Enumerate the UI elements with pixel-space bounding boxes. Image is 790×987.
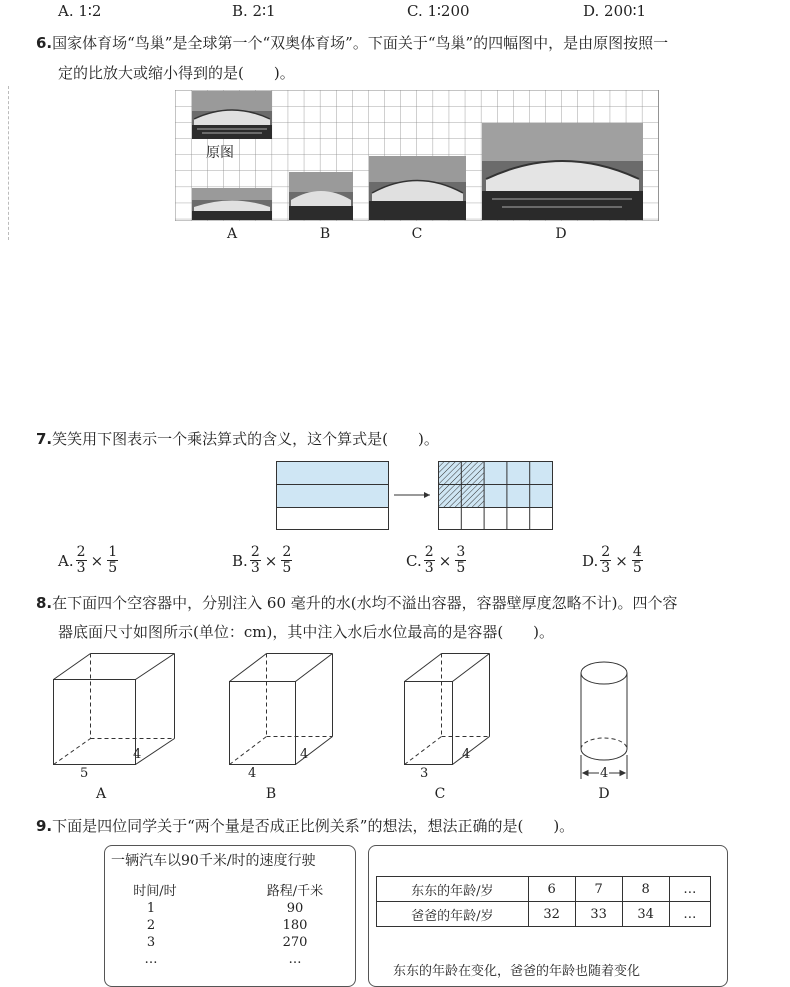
q7-option-c-letter: C. <box>406 551 422 570</box>
q7-option-a-letter: A. <box>58 551 74 570</box>
table-cell: 7 <box>575 877 622 902</box>
q6-question <box>36 34 668 52</box>
q7-diagram <box>272 458 562 534</box>
age-row-header: 爸爸的年龄/岁 <box>377 902 529 927</box>
car-card <box>104 845 356 987</box>
photo-b <box>289 172 353 220</box>
label-a: A <box>226 226 238 242</box>
q6-text-line2: 定的比放大或缩小得到的是( )。 <box>58 64 295 82</box>
times-sign: × <box>438 551 452 570</box>
container-a-width: 5 <box>80 766 89 781</box>
photo-c <box>369 156 466 220</box>
container-a-depth: 4 <box>133 747 142 762</box>
container-c-width: 3 <box>420 766 429 781</box>
table-cell: 33 <box>575 902 622 927</box>
container-b-width: 4 <box>248 766 257 781</box>
container-b <box>226 648 338 773</box>
q9-text: 下面是四位同学关于“两个量是否成正比例关系”的想法，想法正确的是( )。 <box>52 817 575 835</box>
frac-num: 2 <box>282 544 292 560</box>
q7-option-b <box>232 545 292 576</box>
frac-num: 4 <box>632 544 642 560</box>
container-c-label: C <box>434 786 446 802</box>
frac-den: 5 <box>456 560 466 576</box>
q7-option-d-frac1 <box>600 545 611 576</box>
frac-num: 2 <box>424 544 434 560</box>
frac-num: 2 <box>76 544 86 560</box>
q7-option-c-frac2 <box>455 545 466 576</box>
photo-d <box>482 123 643 220</box>
table-cell: 8 <box>622 877 669 902</box>
frac-den: 3 <box>76 560 86 576</box>
frac-num: 1 <box>108 544 118 560</box>
car-distance-cell: … <box>288 952 302 967</box>
table-cell: 6 <box>528 877 575 902</box>
q8-text-line2: 器底面尺寸如图所示(单位：cm)，其中注入水后水位最高的是容器( )。 <box>58 623 555 641</box>
q7-option-b-frac2 <box>281 545 292 576</box>
q8-number: 8. <box>36 594 53 612</box>
table-row <box>377 877 711 902</box>
q8-question <box>36 594 677 612</box>
age-card <box>368 845 728 987</box>
car-time-cell: … <box>144 952 158 967</box>
photo-a <box>192 188 272 220</box>
car-col-distance: 路程/千米 <box>266 884 324 899</box>
container-d-diameter: 4 <box>600 766 609 781</box>
original-label: 原图 <box>206 145 234 161</box>
q7-option-b-frac1 <box>250 545 261 576</box>
container-d-label: D <box>598 786 610 802</box>
car-distance-cell: 180 <box>282 918 308 933</box>
age-note: 东东的年龄在变化，爸爸的年龄也随着变化 <box>393 964 641 979</box>
label-b: B <box>319 226 331 242</box>
car-time-values <box>131 900 171 968</box>
container-c-depth: 4 <box>462 747 471 762</box>
q5-option-a: A. 1∶2 <box>58 2 102 20</box>
container-b-depth: 4 <box>300 747 309 762</box>
car-distance-cell: 90 <box>286 901 304 916</box>
frac-den: 3 <box>601 560 611 576</box>
frac-den: 3 <box>250 560 260 576</box>
q7-figure <box>272 458 562 538</box>
car-distance-values <box>273 900 317 968</box>
container-c <box>401 648 493 773</box>
q7-option-a <box>58 545 118 576</box>
table-row <box>377 902 711 927</box>
age-table <box>376 876 711 927</box>
table-cell: 32 <box>528 902 575 927</box>
car-distance-cell: 270 <box>282 935 308 950</box>
frac-den: 5 <box>282 560 292 576</box>
q7-option-d-frac2 <box>632 545 643 576</box>
q7-option-d-letter: D. <box>582 551 599 570</box>
label-d: D <box>555 226 567 242</box>
table-cell: … <box>669 877 710 902</box>
car-time-cell: 3 <box>146 935 156 950</box>
container-a-label: A <box>95 786 107 802</box>
car-col-time: 时间/时 <box>133 884 177 899</box>
q5-option-b: B. 2∶1 <box>232 2 276 20</box>
photo-original <box>192 91 272 139</box>
q6-text-line1: 国家体育场“鸟巢”是全球第一个“双奥体育场”。下面关于“鸟巢”的四幅图中，是由原图按照一 <box>52 34 669 52</box>
table-cell: 34 <box>622 902 669 927</box>
q7-option-a-frac2 <box>107 545 118 576</box>
q7-option-d <box>582 545 643 576</box>
car-time-cell: 1 <box>146 901 156 916</box>
q7-number: 7. <box>36 430 53 448</box>
frac-num: 2 <box>250 544 260 560</box>
frac-num: 3 <box>456 544 466 560</box>
times-sign: × <box>90 551 104 570</box>
car-title: 一辆汽车以90千米/时的速度行驶 <box>111 853 316 869</box>
q5-option-c: C. 1∶200 <box>407 2 470 20</box>
q7-question <box>36 430 439 448</box>
container-d <box>572 655 638 780</box>
q7-option-b-letter: B. <box>232 551 248 570</box>
age-row-header: 东东的年龄/岁 <box>377 877 529 902</box>
label-c: C <box>411 226 423 242</box>
q7-option-c-frac1 <box>424 545 435 576</box>
times-sign: × <box>615 551 628 570</box>
frac-num: 2 <box>601 544 611 560</box>
car-time-cell: 2 <box>146 918 156 933</box>
container-b-label: B <box>265 786 277 802</box>
times-sign: × <box>264 551 278 570</box>
margin-rule <box>8 86 9 240</box>
q9-number: 9. <box>36 817 53 835</box>
q7-option-a-frac1 <box>76 545 87 576</box>
q5-option-d: D. 200∶1 <box>583 2 647 20</box>
q7-option-c <box>406 545 466 576</box>
q8-text-line1: 在下面四个空容器中，分别注入 60 毫升的水(水均不溢出容器，容器壁厚度忽略不计)。四个容 <box>52 594 678 612</box>
container-a <box>50 648 180 773</box>
q7-text: 笑笑用下图表示一个乘法算式的含义，这个算式是( )。 <box>52 430 439 448</box>
frac-den: 5 <box>108 560 118 576</box>
q9-question <box>36 817 574 835</box>
q6-number: 6. <box>36 34 53 52</box>
table-cell: … <box>669 902 710 927</box>
frac-den: 5 <box>632 560 642 576</box>
frac-den: 3 <box>424 560 434 576</box>
